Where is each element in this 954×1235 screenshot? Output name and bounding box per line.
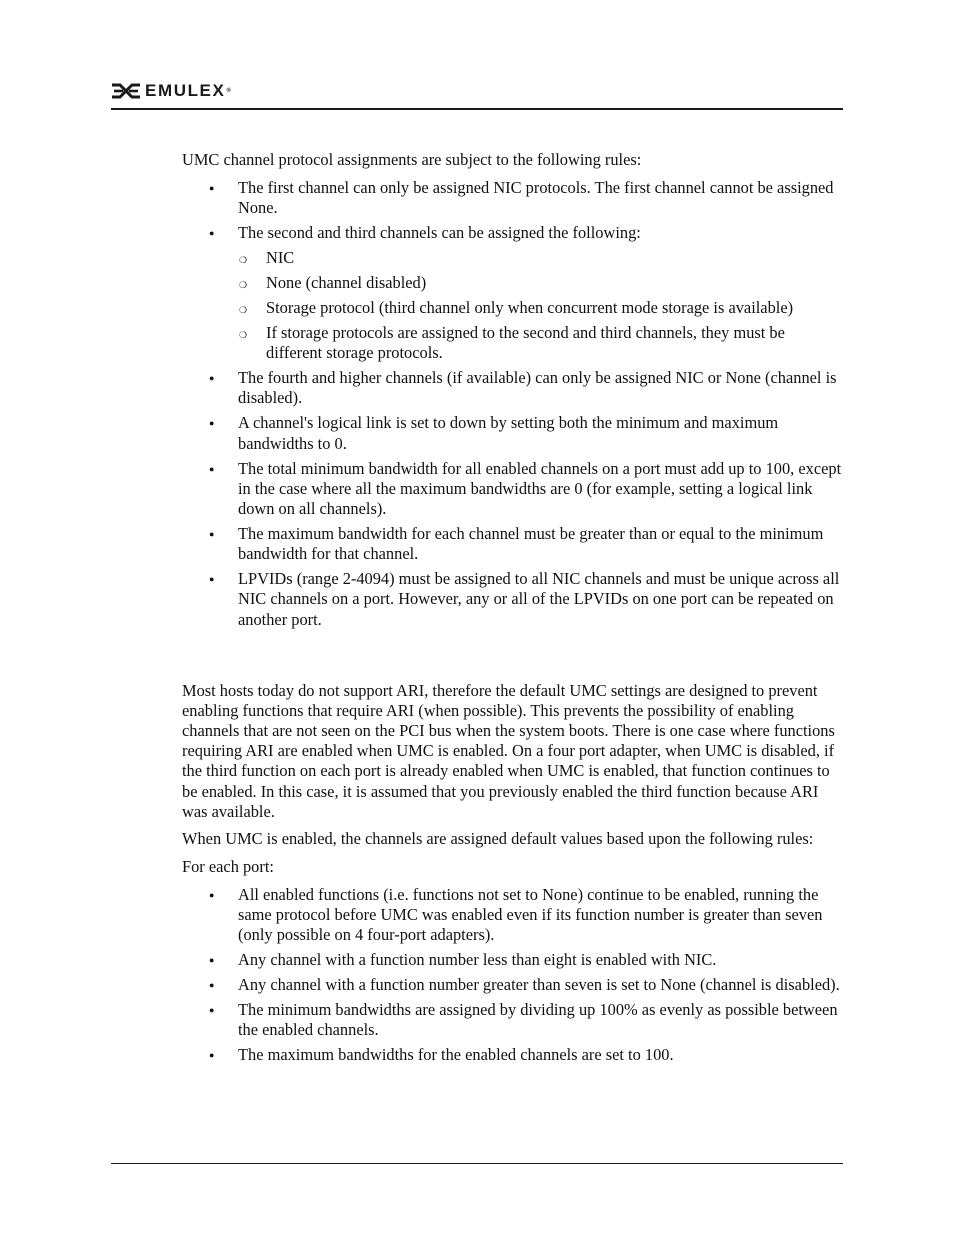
sub-list-item: ❍ NIC xyxy=(182,248,842,268)
page-header xyxy=(111,79,843,111)
logo-wordmark: EMULEX® xyxy=(145,81,233,100)
rules-list xyxy=(182,178,842,630)
list-item: ● The second and third channels can be assigned the following: xyxy=(182,223,842,243)
list-item: ● Any channel with a function number greater than seven is set to None (channel is disabled). xyxy=(182,975,842,995)
list-item: ● The total minimum bandwidth for all enabled channels on a port must add up to 100, except in the case where all the maximum bandwidths are 0 (for example, setting a logical link down on all channels). xyxy=(182,459,842,520)
emulex-logo-icon xyxy=(111,83,141,99)
per-port-label: For each port: xyxy=(182,857,274,877)
trademark-mark: ® xyxy=(226,88,233,94)
sub-list-item: ❍ If storage protocols are assigned to the second and third channels, they must be different storage protocols. xyxy=(182,323,842,363)
sub-list-item: ❍ None (channel disabled) xyxy=(182,273,842,293)
ari-paragraph: Most hosts today do not support ARI, therefore the default UMC settings are designed to prevent enabling functions that require ARI (when possible). This prevents the possibility of enabling channels that are not seen on the PCI bus when the system boots. There is one case where functions requiring ARI are enabled when UMC is enabled. On a four port adapter, when UMC is disabled, if the third function on each port is already enabled when UMC is enabled, that function continues to be enabled. In this case, it is assumed that you previously enabled the third function because ARI was available. xyxy=(182,680,835,821)
list-item: ● All enabled functions (i.e. functions not set to None) continue to be enabled, running the same protocol before UMC was enabled even if its function number is greater than seven (only possible on 4 four-port adapters). xyxy=(182,885,842,946)
list-item: ● The maximum bandwidth for each channel must be greater than or equal to the minimum bandwidth for that channel. xyxy=(182,524,842,564)
list-item: ● The fourth and higher channels (if available) can only be assigned NIC or None (channel is disabled). xyxy=(182,368,842,408)
defaults-list xyxy=(182,885,842,1066)
rules-intro: UMC channel protocol assignments are subject to the following rules: xyxy=(182,150,642,169)
defaults-intro: When UMC is enabled, the channels are assigned default values based upon the following rules: xyxy=(182,829,814,849)
page-content xyxy=(182,150,842,1070)
footer-rule xyxy=(111,1163,843,1164)
emulex-logo xyxy=(111,81,232,101)
list-item: ● The minimum bandwidths are assigned by dividing up 100% as evenly as possible between the enabled channels. xyxy=(182,1000,842,1040)
header-rule xyxy=(111,108,843,110)
list-item: ● The first channel can only be assigned NIC protocols. The first channel cannot be assigned None. xyxy=(182,178,842,218)
sub-list-item: ❍ Storage protocol (third channel only when concurrent mode storage is available) xyxy=(182,298,842,318)
list-item: ● A channel's logical link is set to down by setting both the minimum and maximum bandwidths to 0. xyxy=(182,413,842,453)
list-item: ● LPVIDs (range 2-4094) must be assigned to all NIC channels and must be unique across all NIC channels on a port. However, any or all of the LPVIDs on one port can be repeated on another port. xyxy=(182,569,842,630)
list-item: ● The maximum bandwidths for the enabled channels are set to 100. xyxy=(182,1045,842,1065)
list-item: ● Any channel with a function number less than eight is enabled with NIC. xyxy=(182,950,842,970)
